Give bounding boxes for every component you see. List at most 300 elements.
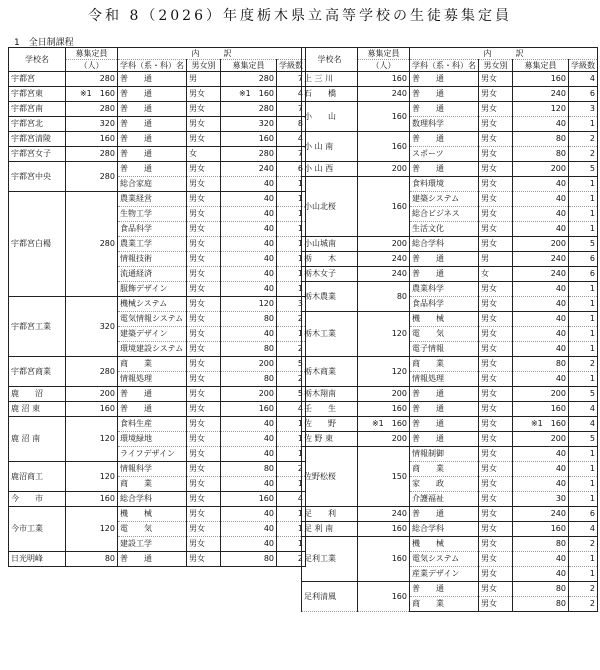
gender-cell: 男女 bbox=[479, 342, 513, 357]
school-capacity-cell: 280 bbox=[66, 162, 118, 192]
department-capacity-cell: 40 bbox=[513, 117, 569, 132]
school-capacity-cell: 240 bbox=[358, 507, 410, 522]
school-name-cell: 足利工業 bbox=[302, 537, 358, 582]
department-capacity-cell: 280 bbox=[221, 72, 277, 87]
department-cell: 商 業 bbox=[410, 357, 479, 372]
class-count-cell: 6 bbox=[569, 507, 598, 522]
school-name-cell: 鹿 沼 南 bbox=[9, 417, 66, 462]
class-count-cell: 3 bbox=[277, 297, 306, 312]
school-capacity-cell: 160 bbox=[358, 537, 410, 582]
class-count-cell: 2 bbox=[569, 582, 598, 597]
department-capacity-cell: 40 bbox=[513, 282, 569, 297]
class-count-cell: 1 bbox=[277, 537, 306, 552]
gender-cell: 男女 bbox=[479, 102, 513, 117]
table-row bbox=[302, 132, 598, 147]
gender-cell: 男女 bbox=[479, 132, 513, 147]
header-department: 学科（系・科）名 bbox=[410, 60, 479, 72]
gender-cell: 男女 bbox=[187, 537, 221, 552]
gender-cell: 男女 bbox=[187, 522, 221, 537]
school-name-cell: 石 橋 bbox=[302, 87, 358, 102]
department-cell: 総合家庭 bbox=[118, 177, 187, 192]
school-name-cell: 小山城南 bbox=[302, 237, 358, 252]
header-classes: 学級数 bbox=[277, 60, 306, 72]
department-cell: 食料環境 bbox=[410, 177, 479, 192]
department-capacity-cell: 240 bbox=[513, 507, 569, 522]
gender-cell: 男女 bbox=[187, 222, 221, 237]
department-capacity-cell: 40 bbox=[513, 222, 569, 237]
class-count-cell: 2 bbox=[277, 372, 306, 387]
department-cell: 普 通 bbox=[410, 102, 479, 117]
school-capacity-cell: 240 bbox=[358, 252, 410, 267]
school-capacity-cell: 200 bbox=[66, 387, 118, 402]
left-table-body bbox=[9, 72, 306, 567]
department-capacity-cell: 40 bbox=[513, 462, 569, 477]
department-cell: 情報科学 bbox=[118, 462, 187, 477]
school-name-cell: 小 山 南 bbox=[302, 132, 358, 162]
department-cell: 生活文化 bbox=[410, 222, 479, 237]
department-capacity-cell: 40 bbox=[221, 522, 277, 537]
gender-cell: 男女 bbox=[479, 87, 513, 102]
school-name-cell: 鹿 沼 東 bbox=[9, 402, 66, 417]
class-count-cell: 7 bbox=[277, 102, 306, 117]
department-capacity-cell: 200 bbox=[221, 357, 277, 372]
gender-cell: 男女 bbox=[187, 312, 221, 327]
school-capacity-cell: 80 bbox=[66, 552, 118, 567]
department-cell: 食品科学 bbox=[410, 297, 479, 312]
school-name-cell: 佐野松桜 bbox=[302, 447, 358, 507]
department-capacity-cell: 40 bbox=[513, 567, 569, 582]
class-count-cell: 4 bbox=[569, 417, 598, 432]
class-count-cell: 5 bbox=[277, 357, 306, 372]
gender-cell: 男女 bbox=[187, 207, 221, 222]
department-capacity-cell: 40 bbox=[513, 177, 569, 192]
department-cell: 機械システム bbox=[118, 297, 187, 312]
school-name-cell: 佐 野 東 bbox=[302, 432, 358, 447]
school-name-cell: 小 山 西 bbox=[302, 162, 358, 177]
gender-cell: 男女 bbox=[187, 357, 221, 372]
school-name-cell: 鹿沼商工 bbox=[9, 462, 66, 492]
department-capacity-cell: 120 bbox=[513, 102, 569, 117]
class-count-cell: 2 bbox=[277, 342, 306, 357]
class-count-cell: 1 bbox=[277, 432, 306, 447]
department-cell: 環境緑地 bbox=[118, 432, 187, 447]
school-name-cell: 小 山 bbox=[302, 102, 358, 132]
department-cell: 普 通 bbox=[410, 72, 479, 87]
gender-cell: 男女 bbox=[479, 237, 513, 252]
department-cell: 環境建設システム bbox=[118, 342, 187, 357]
school-name-cell: 小山北桜 bbox=[302, 177, 358, 237]
class-count-cell: 4 bbox=[569, 402, 598, 417]
department-cell: 普 通 bbox=[118, 162, 187, 177]
table-row bbox=[302, 357, 598, 372]
school-name-cell: 宇都宮東 bbox=[9, 87, 66, 102]
department-capacity-cell: ※1 160 bbox=[221, 87, 277, 102]
class-count-cell: 5 bbox=[569, 432, 598, 447]
school-name-cell: 日光明峰 bbox=[9, 552, 66, 567]
school-capacity-cell: 320 bbox=[66, 117, 118, 132]
department-cell: 商 業 bbox=[118, 477, 187, 492]
department-cell: 情報処理 bbox=[410, 372, 479, 387]
department-capacity-cell: 40 bbox=[221, 327, 277, 342]
department-capacity-cell: 280 bbox=[221, 102, 277, 117]
school-name-cell: 足利清風 bbox=[302, 582, 358, 612]
school-name-cell: 宇都宮北 bbox=[9, 117, 66, 132]
department-cell: 数理科学 bbox=[410, 117, 479, 132]
department-cell: 電子情報 bbox=[410, 342, 479, 357]
school-capacity-cell: 280 bbox=[66, 72, 118, 87]
gender-cell: 男女 bbox=[187, 342, 221, 357]
school-name-cell: 宇都宮工業 bbox=[9, 297, 66, 357]
department-cell: 総合学科 bbox=[118, 492, 187, 507]
department-cell: 商 業 bbox=[410, 597, 479, 612]
department-capacity-cell: 80 bbox=[221, 342, 277, 357]
table-row bbox=[302, 522, 598, 537]
table-row bbox=[302, 87, 598, 102]
gender-cell: 男女 bbox=[479, 582, 513, 597]
department-capacity-cell: 120 bbox=[221, 297, 277, 312]
department-cell: 普 通 bbox=[410, 417, 479, 432]
school-capacity-cell: 200 bbox=[358, 432, 410, 447]
school-name-cell: 今市工業 bbox=[9, 507, 66, 552]
gender-cell: 男女 bbox=[187, 447, 221, 462]
department-capacity-cell: 200 bbox=[513, 162, 569, 177]
gender-cell: 男女 bbox=[479, 192, 513, 207]
gender-cell: 男 bbox=[479, 252, 513, 267]
class-count-cell: 4 bbox=[277, 402, 306, 417]
section-label: 1 全日制課程 bbox=[14, 38, 74, 48]
department-cell: 普 通 bbox=[118, 72, 187, 87]
department-cell: 普 通 bbox=[410, 387, 479, 402]
department-capacity-cell: 80 bbox=[513, 582, 569, 597]
table-row bbox=[302, 177, 598, 192]
class-count-cell: 2 bbox=[569, 357, 598, 372]
department-cell: 普 通 bbox=[118, 387, 187, 402]
school-capacity-cell: 240 bbox=[358, 87, 410, 102]
department-cell: 農業科学 bbox=[410, 282, 479, 297]
class-count-cell: 1 bbox=[569, 192, 598, 207]
class-count-cell: 1 bbox=[569, 567, 598, 582]
gender-cell: 男女 bbox=[479, 567, 513, 582]
department-cell: 総合学科 bbox=[410, 237, 479, 252]
header-school: 学校名 bbox=[302, 48, 358, 72]
class-count-cell: 7 bbox=[277, 72, 306, 87]
class-count-cell: 1 bbox=[277, 447, 306, 462]
department-cell: 普 通 bbox=[118, 87, 187, 102]
department-capacity-cell: 30 bbox=[513, 492, 569, 507]
department-capacity-cell: 160 bbox=[221, 132, 277, 147]
gender-cell: 男女 bbox=[479, 462, 513, 477]
class-count-cell: 1 bbox=[277, 507, 306, 522]
department-cell: 建築デザイン bbox=[118, 327, 187, 342]
department-capacity-cell: 40 bbox=[221, 282, 277, 297]
table-row bbox=[302, 162, 598, 177]
department-capacity-cell: 160 bbox=[513, 402, 569, 417]
department-cell: 機 械 bbox=[118, 507, 187, 522]
table-row bbox=[9, 507, 306, 522]
department-cell: 普 通 bbox=[410, 252, 479, 267]
class-count-cell: 6 bbox=[569, 267, 598, 282]
class-count-cell: 1 bbox=[277, 282, 306, 297]
gender-cell: 男女 bbox=[187, 327, 221, 342]
class-count-cell: 4 bbox=[569, 72, 598, 87]
table-row bbox=[302, 507, 598, 522]
department-capacity-cell: 280 bbox=[221, 147, 277, 162]
table-row bbox=[302, 582, 598, 597]
gender-cell: 男女 bbox=[479, 537, 513, 552]
school-capacity-cell: 160 bbox=[358, 132, 410, 162]
table-row bbox=[302, 282, 598, 297]
school-capacity-cell: 280 bbox=[66, 357, 118, 387]
department-capacity-cell: 40 bbox=[221, 537, 277, 552]
header-gender: 男女別 bbox=[187, 60, 221, 72]
gender-cell: 男女 bbox=[479, 597, 513, 612]
department-capacity-cell: ※1 160 bbox=[513, 417, 569, 432]
class-count-cell: 1 bbox=[569, 177, 598, 192]
table-row bbox=[302, 387, 598, 402]
school-name-cell: 宇都宮白楊 bbox=[9, 192, 66, 297]
department-capacity-cell: 240 bbox=[513, 87, 569, 102]
department-cell: 家 政 bbox=[410, 477, 479, 492]
class-count-cell: 2 bbox=[569, 597, 598, 612]
class-count-cell: 1 bbox=[277, 267, 306, 282]
school-capacity-cell: 160 bbox=[358, 177, 410, 237]
table-row bbox=[9, 117, 306, 132]
table-row bbox=[9, 147, 306, 162]
department-capacity-cell: 40 bbox=[513, 342, 569, 357]
gender-cell: 男女 bbox=[479, 402, 513, 417]
school-capacity-cell: 160 bbox=[358, 72, 410, 87]
department-capacity-cell: 40 bbox=[513, 447, 569, 462]
department-cell: 普 通 bbox=[118, 102, 187, 117]
department-cell: 産業デザイン bbox=[410, 567, 479, 582]
class-count-cell: 5 bbox=[277, 387, 306, 402]
gender-cell: 男女 bbox=[187, 132, 221, 147]
table-row bbox=[302, 432, 598, 447]
class-count-cell: 4 bbox=[277, 132, 306, 147]
table-row bbox=[9, 87, 306, 102]
department-capacity-cell: 40 bbox=[221, 417, 277, 432]
department-cell: 商 業 bbox=[410, 462, 479, 477]
department-cell: 普 通 bbox=[118, 402, 187, 417]
page-title: 令和 8（2026）年度栃木県立高等学校の生徒募集定員 bbox=[88, 8, 512, 24]
table-row bbox=[302, 267, 598, 282]
gender-cell: 男女 bbox=[479, 327, 513, 342]
department-capacity-cell: 40 bbox=[221, 432, 277, 447]
class-count-cell: 1 bbox=[277, 237, 306, 252]
school-capacity-cell: 200 bbox=[358, 387, 410, 402]
gender-cell: 男女 bbox=[187, 237, 221, 252]
department-capacity-cell: 40 bbox=[221, 507, 277, 522]
class-count-cell: 1 bbox=[569, 282, 598, 297]
gender-cell: 男女 bbox=[479, 417, 513, 432]
department-capacity-cell: 80 bbox=[513, 597, 569, 612]
department-cell: 商 業 bbox=[118, 357, 187, 372]
gender-cell: 男女 bbox=[187, 282, 221, 297]
class-count-cell: 1 bbox=[277, 207, 306, 222]
department-capacity-cell: 80 bbox=[221, 552, 277, 567]
table-row bbox=[302, 402, 598, 417]
school-capacity-cell: 200 bbox=[358, 162, 410, 177]
school-capacity-cell: 280 bbox=[66, 147, 118, 162]
department-capacity-cell: 200 bbox=[513, 432, 569, 447]
department-capacity-cell: 160 bbox=[221, 492, 277, 507]
school-capacity-cell: 160 bbox=[66, 492, 118, 507]
table-row bbox=[9, 297, 306, 312]
gender-cell: 男女 bbox=[187, 387, 221, 402]
department-cell: 介護福祉 bbox=[410, 492, 479, 507]
class-count-cell: 4 bbox=[277, 492, 306, 507]
header-capacity: 募集定員 bbox=[66, 48, 118, 60]
department-capacity-cell: 40 bbox=[513, 327, 569, 342]
department-cell: 食品科学 bbox=[118, 222, 187, 237]
school-capacity-cell: 240 bbox=[358, 267, 410, 282]
gender-cell: 男女 bbox=[479, 117, 513, 132]
department-cell: 普 通 bbox=[410, 402, 479, 417]
school-capacity-cell: 150 bbox=[358, 447, 410, 507]
gender-cell: 男女 bbox=[479, 372, 513, 387]
class-count-cell: 6 bbox=[569, 252, 598, 267]
department-capacity-cell: 240 bbox=[513, 267, 569, 282]
class-count-cell: 1 bbox=[569, 222, 598, 237]
school-capacity-cell: 320 bbox=[66, 297, 118, 357]
class-count-cell: 1 bbox=[277, 327, 306, 342]
department-cell: 電 気 bbox=[118, 522, 187, 537]
gender-cell: 男女 bbox=[479, 162, 513, 177]
department-cell: 普 通 bbox=[410, 132, 479, 147]
department-capacity-cell: 160 bbox=[513, 522, 569, 537]
department-cell: 普 通 bbox=[410, 267, 479, 282]
department-capacity-cell: 40 bbox=[221, 222, 277, 237]
department-cell: 普 通 bbox=[410, 507, 479, 522]
department-cell: 普 通 bbox=[118, 552, 187, 567]
department-capacity-cell: 40 bbox=[221, 252, 277, 267]
school-capacity-cell: 280 bbox=[66, 192, 118, 297]
school-name-cell: 宇都宮中央 bbox=[9, 162, 66, 192]
school-name-cell: 鹿 沼 bbox=[9, 387, 66, 402]
class-count-cell: 1 bbox=[569, 477, 598, 492]
school-name-cell: 宇都宮 bbox=[9, 72, 66, 87]
department-capacity-cell: 40 bbox=[513, 192, 569, 207]
department-cell: 農業工学 bbox=[118, 237, 187, 252]
class-count-cell: 6 bbox=[277, 162, 306, 177]
gender-cell: 男女 bbox=[479, 387, 513, 402]
department-capacity-cell: 160 bbox=[221, 402, 277, 417]
class-count-cell: 7 bbox=[277, 147, 306, 162]
department-capacity-cell: 160 bbox=[513, 72, 569, 87]
class-count-cell: 4 bbox=[277, 87, 306, 102]
school-name-cell: 栃 木 bbox=[302, 252, 358, 267]
department-cell: 普 通 bbox=[410, 432, 479, 447]
gender-cell: 男女 bbox=[187, 507, 221, 522]
gender-cell: 男女 bbox=[479, 282, 513, 297]
table-row bbox=[302, 537, 598, 552]
class-count-cell: 1 bbox=[569, 447, 598, 462]
school-name-cell: 栃木翔南 bbox=[302, 387, 358, 402]
class-count-cell: 4 bbox=[569, 522, 598, 537]
table-row bbox=[302, 417, 598, 432]
department-capacity-cell: 40 bbox=[513, 372, 569, 387]
class-count-cell: 2 bbox=[277, 312, 306, 327]
gender-cell: 男女 bbox=[187, 162, 221, 177]
school-capacity-cell: 120 bbox=[358, 357, 410, 387]
department-capacity-cell: 80 bbox=[513, 357, 569, 372]
gender-cell: 男女 bbox=[187, 432, 221, 447]
table-row bbox=[302, 312, 598, 327]
department-capacity-cell: 240 bbox=[513, 252, 569, 267]
class-count-cell: 8 bbox=[277, 117, 306, 132]
table-row bbox=[9, 462, 306, 477]
gender-cell: 男女 bbox=[479, 147, 513, 162]
department-cell: 普 通 bbox=[118, 147, 187, 162]
department-capacity-cell: 200 bbox=[221, 387, 277, 402]
header-dept-capacity: 募集定員 bbox=[221, 60, 277, 72]
header-capacity-unit: （人） bbox=[358, 60, 410, 72]
department-capacity-cell: 40 bbox=[221, 477, 277, 492]
gender-cell: 男女 bbox=[187, 192, 221, 207]
school-capacity-cell: 160 bbox=[66, 402, 118, 417]
gender-cell: 男 bbox=[187, 72, 221, 87]
department-cell: 普 通 bbox=[118, 132, 187, 147]
gender-cell: 男女 bbox=[479, 297, 513, 312]
department-capacity-cell: 200 bbox=[513, 237, 569, 252]
school-capacity-cell: 120 bbox=[66, 507, 118, 552]
gender-cell: 男女 bbox=[187, 267, 221, 282]
gender-cell: 男女 bbox=[479, 477, 513, 492]
school-capacity-cell: 80 bbox=[358, 282, 410, 312]
school-capacity-cell: ※1 160 bbox=[358, 417, 410, 432]
department-cell: 普 通 bbox=[410, 162, 479, 177]
school-capacity-cell: 160 bbox=[358, 522, 410, 537]
class-count-cell: 6 bbox=[569, 87, 598, 102]
header-school: 学校名 bbox=[9, 48, 66, 72]
gender-cell: 男女 bbox=[187, 372, 221, 387]
gender-cell: 男女 bbox=[479, 222, 513, 237]
gender-cell: 男女 bbox=[479, 522, 513, 537]
department-capacity-cell: 40 bbox=[221, 447, 277, 462]
class-count-cell: 2 bbox=[569, 537, 598, 552]
gender-cell: 男女 bbox=[187, 402, 221, 417]
gender-cell: 男女 bbox=[479, 207, 513, 222]
school-name-cell: 栃木農業 bbox=[302, 282, 358, 312]
header-dept-capacity: 募集定員 bbox=[513, 60, 569, 72]
table-row bbox=[9, 492, 306, 507]
school-capacity-cell: 200 bbox=[358, 237, 410, 252]
school-name-cell: 佐 野 bbox=[302, 417, 358, 432]
table-row bbox=[9, 357, 306, 372]
gender-cell: 男女 bbox=[479, 357, 513, 372]
department-cell: 普 通 bbox=[118, 117, 187, 132]
class-count-cell: 1 bbox=[277, 252, 306, 267]
school-capacity-cell: 160 bbox=[358, 102, 410, 132]
class-count-cell: 1 bbox=[569, 462, 598, 477]
department-cell: 総合ビジネス bbox=[410, 207, 479, 222]
department-cell: 情報処理 bbox=[118, 372, 187, 387]
department-cell: 機 械 bbox=[410, 537, 479, 552]
gender-cell: 男女 bbox=[479, 507, 513, 522]
school-capacity-cell: ※1 160 bbox=[66, 87, 118, 102]
department-capacity-cell: 40 bbox=[221, 267, 277, 282]
department-capacity-cell: 40 bbox=[221, 192, 277, 207]
department-capacity-cell: 40 bbox=[513, 552, 569, 567]
department-cell: ライフデザイン bbox=[118, 447, 187, 462]
class-count-cell: 3 bbox=[569, 102, 598, 117]
gender-cell: 男女 bbox=[187, 492, 221, 507]
gender-cell: 男女 bbox=[479, 312, 513, 327]
gender-cell: 男女 bbox=[187, 252, 221, 267]
gender-cell: 男女 bbox=[479, 492, 513, 507]
gender-cell: 男女 bbox=[479, 447, 513, 462]
class-count-cell: 5 bbox=[569, 237, 598, 252]
